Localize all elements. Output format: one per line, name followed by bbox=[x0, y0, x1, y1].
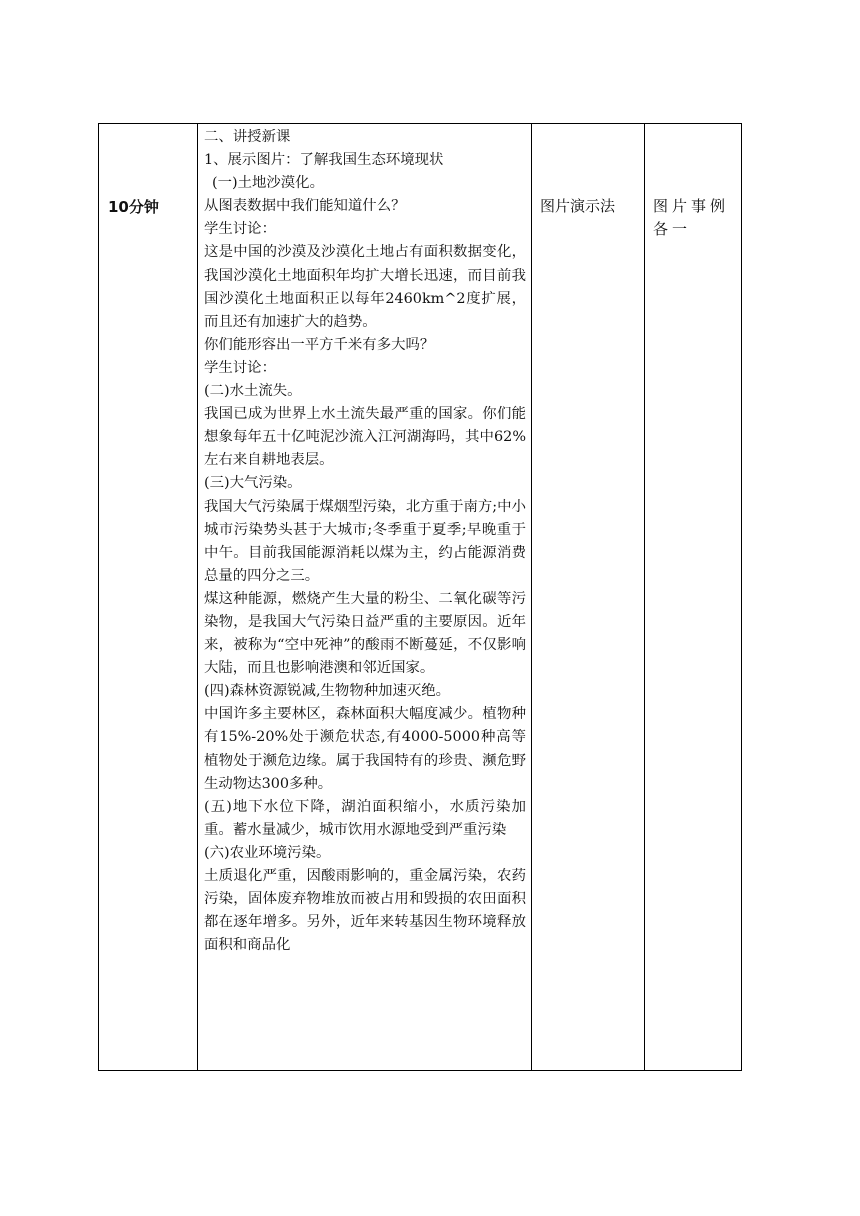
question-text: 你们能形容出一平方千米有多大吗？ bbox=[204, 336, 435, 353]
paragraph-air-pollution: 我国大气污染属于煤烟型污染，北方重于南方;中小城市污染势头甚于大城市;冬季重于夏季;早晚重于中午。目前我国能源消耗以煤为主，约占能源消费总量的四分之三。 bbox=[204, 498, 526, 584]
section-heading: 二、讲授新课 bbox=[204, 129, 291, 145]
step-heading: 1、展示图片：了解我国生态环境现状 bbox=[204, 152, 444, 169]
topic-desertification: (一)土地沙漠化。 bbox=[212, 175, 324, 192]
time-cell: 10分钟 bbox=[108, 198, 159, 216]
paragraph-agriculture: 土质退化严重，因酸雨影响的，重金属污染，农药污染，固体废弃物堆放而被占用和毁损的农田面积都在逐年增多。另外，近年来转基因生物环境释放面积和商品化 bbox=[204, 868, 526, 954]
content-column bbox=[198, 124, 532, 1070]
paragraph-forest: 中国许多主要林区，森林面积大幅度减少。植物种有15%-20%处于濒危状态,有4000-5000种高等植物处于濒危边缘。属于我国特有的珍贵、濒危野生动物达300多种。 bbox=[204, 706, 526, 792]
topic-agriculture: (六)农业环境污染。 bbox=[204, 844, 331, 861]
paragraph-coal: 煤这种能源，燃烧产生大量的粉尘、二氧化碳等污染物，是我国大气污染日益严重的主要原因。近年来，被称为“空中死神”的酸雨不断蔓延，不仅影响大陆，而且也影响港澳和邻近国家。 bbox=[204, 590, 526, 677]
material-cell: 图片事例各一 bbox=[653, 197, 730, 238]
topic-soil-erosion: (二)水土流失。 bbox=[204, 383, 302, 400]
time-column bbox=[99, 124, 198, 1070]
discussion-label: 学生讨论： bbox=[204, 359, 276, 376]
material-column bbox=[645, 124, 741, 1070]
question-text: 从图表数据中我们能知道什么？ bbox=[204, 198, 406, 215]
lesson-table bbox=[98, 123, 742, 1071]
topic-forest: (四)森林资源锐减,生物物种加速灭绝。 bbox=[204, 683, 451, 700]
paragraph-groundwater: (五)地下水位下降，湖泊面积缩小，水质污染加重。蓄水量减少，城市饮用水源地受到严重污染 bbox=[204, 798, 526, 838]
teaching-content bbox=[204, 126, 526, 957]
method-cell: 图片演示法 bbox=[540, 197, 616, 215]
discussion-label: 学生讨论： bbox=[204, 221, 276, 238]
method-column bbox=[532, 124, 645, 1070]
topic-air-pollution: (三)大气污染。 bbox=[204, 475, 302, 492]
paragraph-soil-erosion: 我国已成为世界上水土流失最严重的国家。你们能想象每年五十亿吨泥沙流入江河湖海吗，其中62%左右来自耕地表层。 bbox=[204, 406, 526, 469]
paragraph-desertification: 这是中国的沙漠及沙漠化土地占有面积数据变化，我国沙漠化土地面积年均扩大增长迅速，而目前我国沙漠化土地面积正以每年2460km^2度扩展，而且还有加速扩大的趋势。 bbox=[204, 244, 526, 330]
